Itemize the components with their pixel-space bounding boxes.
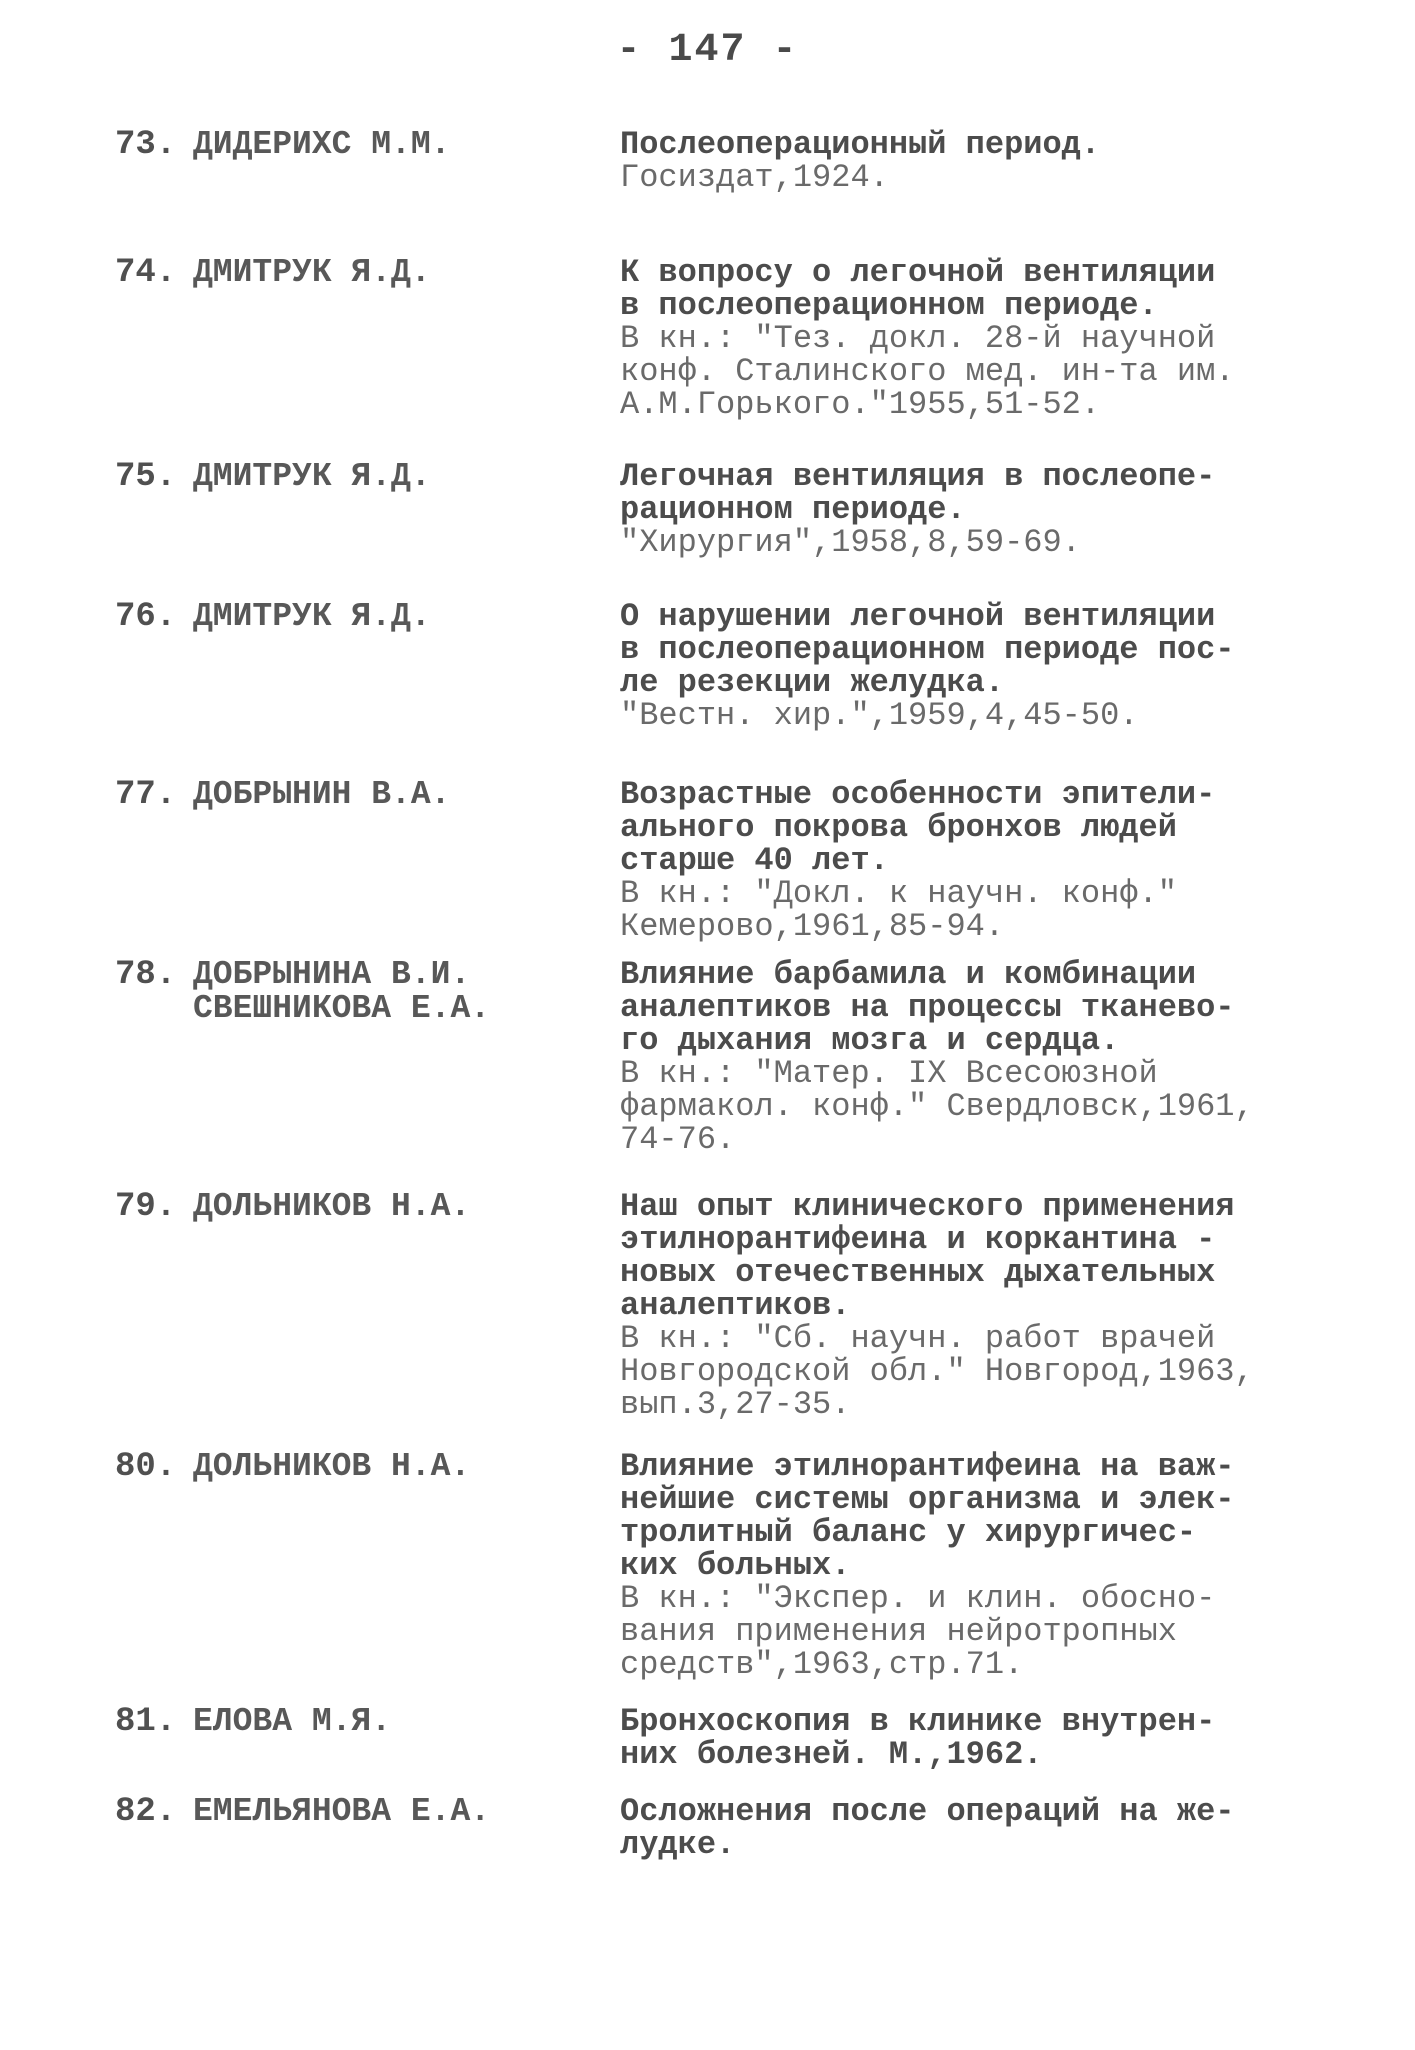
entry-title-line: Бронхоскопия в клинике внутрен-	[620, 1703, 1216, 1740]
entry-title-line: Возрастные особенности эпители-	[620, 776, 1216, 813]
entry-title-line: Наш опыт клинического применения	[620, 1188, 1235, 1225]
entry-title-line: ального покрова бронхов людей	[620, 809, 1177, 846]
entry-title-line: Осложнения после операций на же-	[620, 1793, 1235, 1830]
entry-source-line: В кн.: "Тез. докл. 28-й научной	[620, 320, 1216, 357]
author-name: ЕЛОВА М.Я.	[193, 1703, 392, 1740]
entry-number: 77.	[115, 776, 177, 814]
entry-source-line: В кн.: "Докл. к научн. конф."	[620, 875, 1177, 912]
entry-source-line: фармакол. конф." Свердловск,1961,	[620, 1088, 1254, 1125]
entry-source-line: Кемерово,1961,85-94.	[620, 908, 1005, 945]
author-name: ДОЛЬНИКОВ Н.А.	[193, 1448, 471, 1485]
entry-title-line: старше 40 лет.	[620, 842, 889, 879]
author-name: ДОБРЫНИНА В.И.	[193, 956, 471, 993]
entry-title-line: Влияние барбамила и комбинации	[620, 956, 1197, 993]
entry-description	[620, 600, 1320, 732]
entry-description	[620, 1190, 1320, 1421]
entry-title-line: Легочная вентиляция в послеопе-	[620, 458, 1216, 495]
entry-number: 78.	[115, 956, 177, 994]
entry-authors	[193, 256, 431, 290]
entry-title-line: Послеоперационный период.	[620, 126, 1101, 163]
entry-title-line: новых отечественных дыхательных	[620, 1254, 1216, 1291]
author-name: ДМИТРУК Я.Д.	[193, 254, 431, 291]
entry-description	[620, 1450, 1320, 1681]
entry-description	[620, 1705, 1320, 1771]
entry-source-line: Госиздат,1924.	[620, 159, 889, 196]
entry-number: 82.	[115, 1793, 177, 1831]
entry-number: 76.	[115, 598, 177, 636]
entry-number: 73.	[115, 126, 177, 164]
entry-title-line: К вопросу о легочной вентиляции	[620, 254, 1216, 291]
entry-authors	[193, 1450, 470, 1484]
entry-title-line: го дыхания мозга и сердца.	[620, 1022, 1120, 1059]
entry-title-line: тролитный баланс у хирургичес-	[620, 1514, 1197, 1551]
entry-number: 74.	[115, 254, 177, 292]
entry-source-line: В кн.: "Экспер. и клин. обосно-	[620, 1580, 1216, 1617]
entry-description	[620, 128, 1320, 194]
entry-source-line: вып.3,27-35.	[620, 1386, 851, 1423]
entry-number: 75.	[115, 458, 177, 496]
entry-source-line: А.М.Горького."1955,51-52.	[620, 386, 1101, 423]
entry-title-line: в послеоперационном периоде.	[620, 287, 1158, 324]
entry-description	[620, 1795, 1320, 1861]
author-name: ЕМЕЛЬЯНОВА Е.А.	[193, 1793, 491, 1830]
author-name: ДОЛЬНИКОВ Н.А.	[193, 1188, 471, 1225]
entry-authors	[193, 778, 450, 812]
entry-description	[620, 958, 1320, 1156]
entry-number: 81.	[115, 1703, 177, 1741]
entry-title-line: ле резекции желудка.	[620, 664, 1005, 701]
entry-title-line: Влияние этилнорантифеина на важ-	[620, 1448, 1235, 1485]
entry-title-line: них болезней. М.,1962.	[620, 1736, 1043, 1773]
entry-description	[620, 256, 1320, 421]
author-name: СВЕШНИКОВА Е.А.	[193, 990, 491, 1027]
entry-source-line: 74-76.	[620, 1121, 736, 1158]
page-number: - 147 -	[616, 28, 799, 73]
entry-authors	[193, 1795, 490, 1829]
author-name: ДМИТРУК Я.Д.	[193, 598, 431, 635]
entry-source-line: конф. Сталинского мед. ин-та им.	[620, 353, 1235, 390]
entry-title-line: ких больных.	[620, 1547, 851, 1584]
entry-source-line: В кн.: "Сб. научн. работ врачей	[620, 1320, 1216, 1357]
entry-title-line: этилнорантифеина и коркантина -	[620, 1221, 1216, 1258]
entry-authors	[193, 1705, 391, 1739]
entry-authors	[193, 958, 490, 1026]
entry-title-line: рационном периоде.	[620, 491, 966, 528]
entry-source-line: В кн.: "Матер. IX Всесоюзной	[620, 1055, 1158, 1092]
entry-title-line: аналептиков.	[620, 1287, 851, 1324]
entry-number: 80.	[115, 1448, 177, 1486]
entry-source-line: "Вестн. хир.",1959,4,45-50.	[620, 697, 1139, 734]
entry-source-line: средств",1963,стр.71.	[620, 1646, 1024, 1683]
entry-title-line: О нарушении легочной вентиляции	[620, 598, 1216, 635]
entry-title-line: лудке.	[620, 1826, 736, 1863]
entry-title-line: в послеоперационном периоде пос-	[620, 631, 1235, 668]
entry-source-line: "Хирургия",1958,8,59-69.	[620, 524, 1081, 561]
entry-source-line: Новгородской обл." Новгород,1963,	[620, 1353, 1254, 1390]
entry-authors	[193, 460, 431, 494]
entry-source-line: вания применения нейротропных	[620, 1613, 1177, 1650]
entry-number: 79.	[115, 1188, 177, 1226]
entry-description	[620, 778, 1320, 943]
author-name: ДМИТРУК Я.Д.	[193, 458, 431, 495]
entry-description	[620, 460, 1320, 559]
entry-title-line: аналептиков на процессы тканево-	[620, 989, 1235, 1026]
author-name: ДИДЕРИХС М.М.	[193, 126, 451, 163]
entry-authors	[193, 600, 431, 634]
entry-authors	[193, 128, 450, 162]
entry-authors	[193, 1190, 470, 1224]
author-name: ДОБРЫНИН В.А.	[193, 776, 451, 813]
entry-title-line: нейшие системы организма и элек-	[620, 1481, 1235, 1518]
